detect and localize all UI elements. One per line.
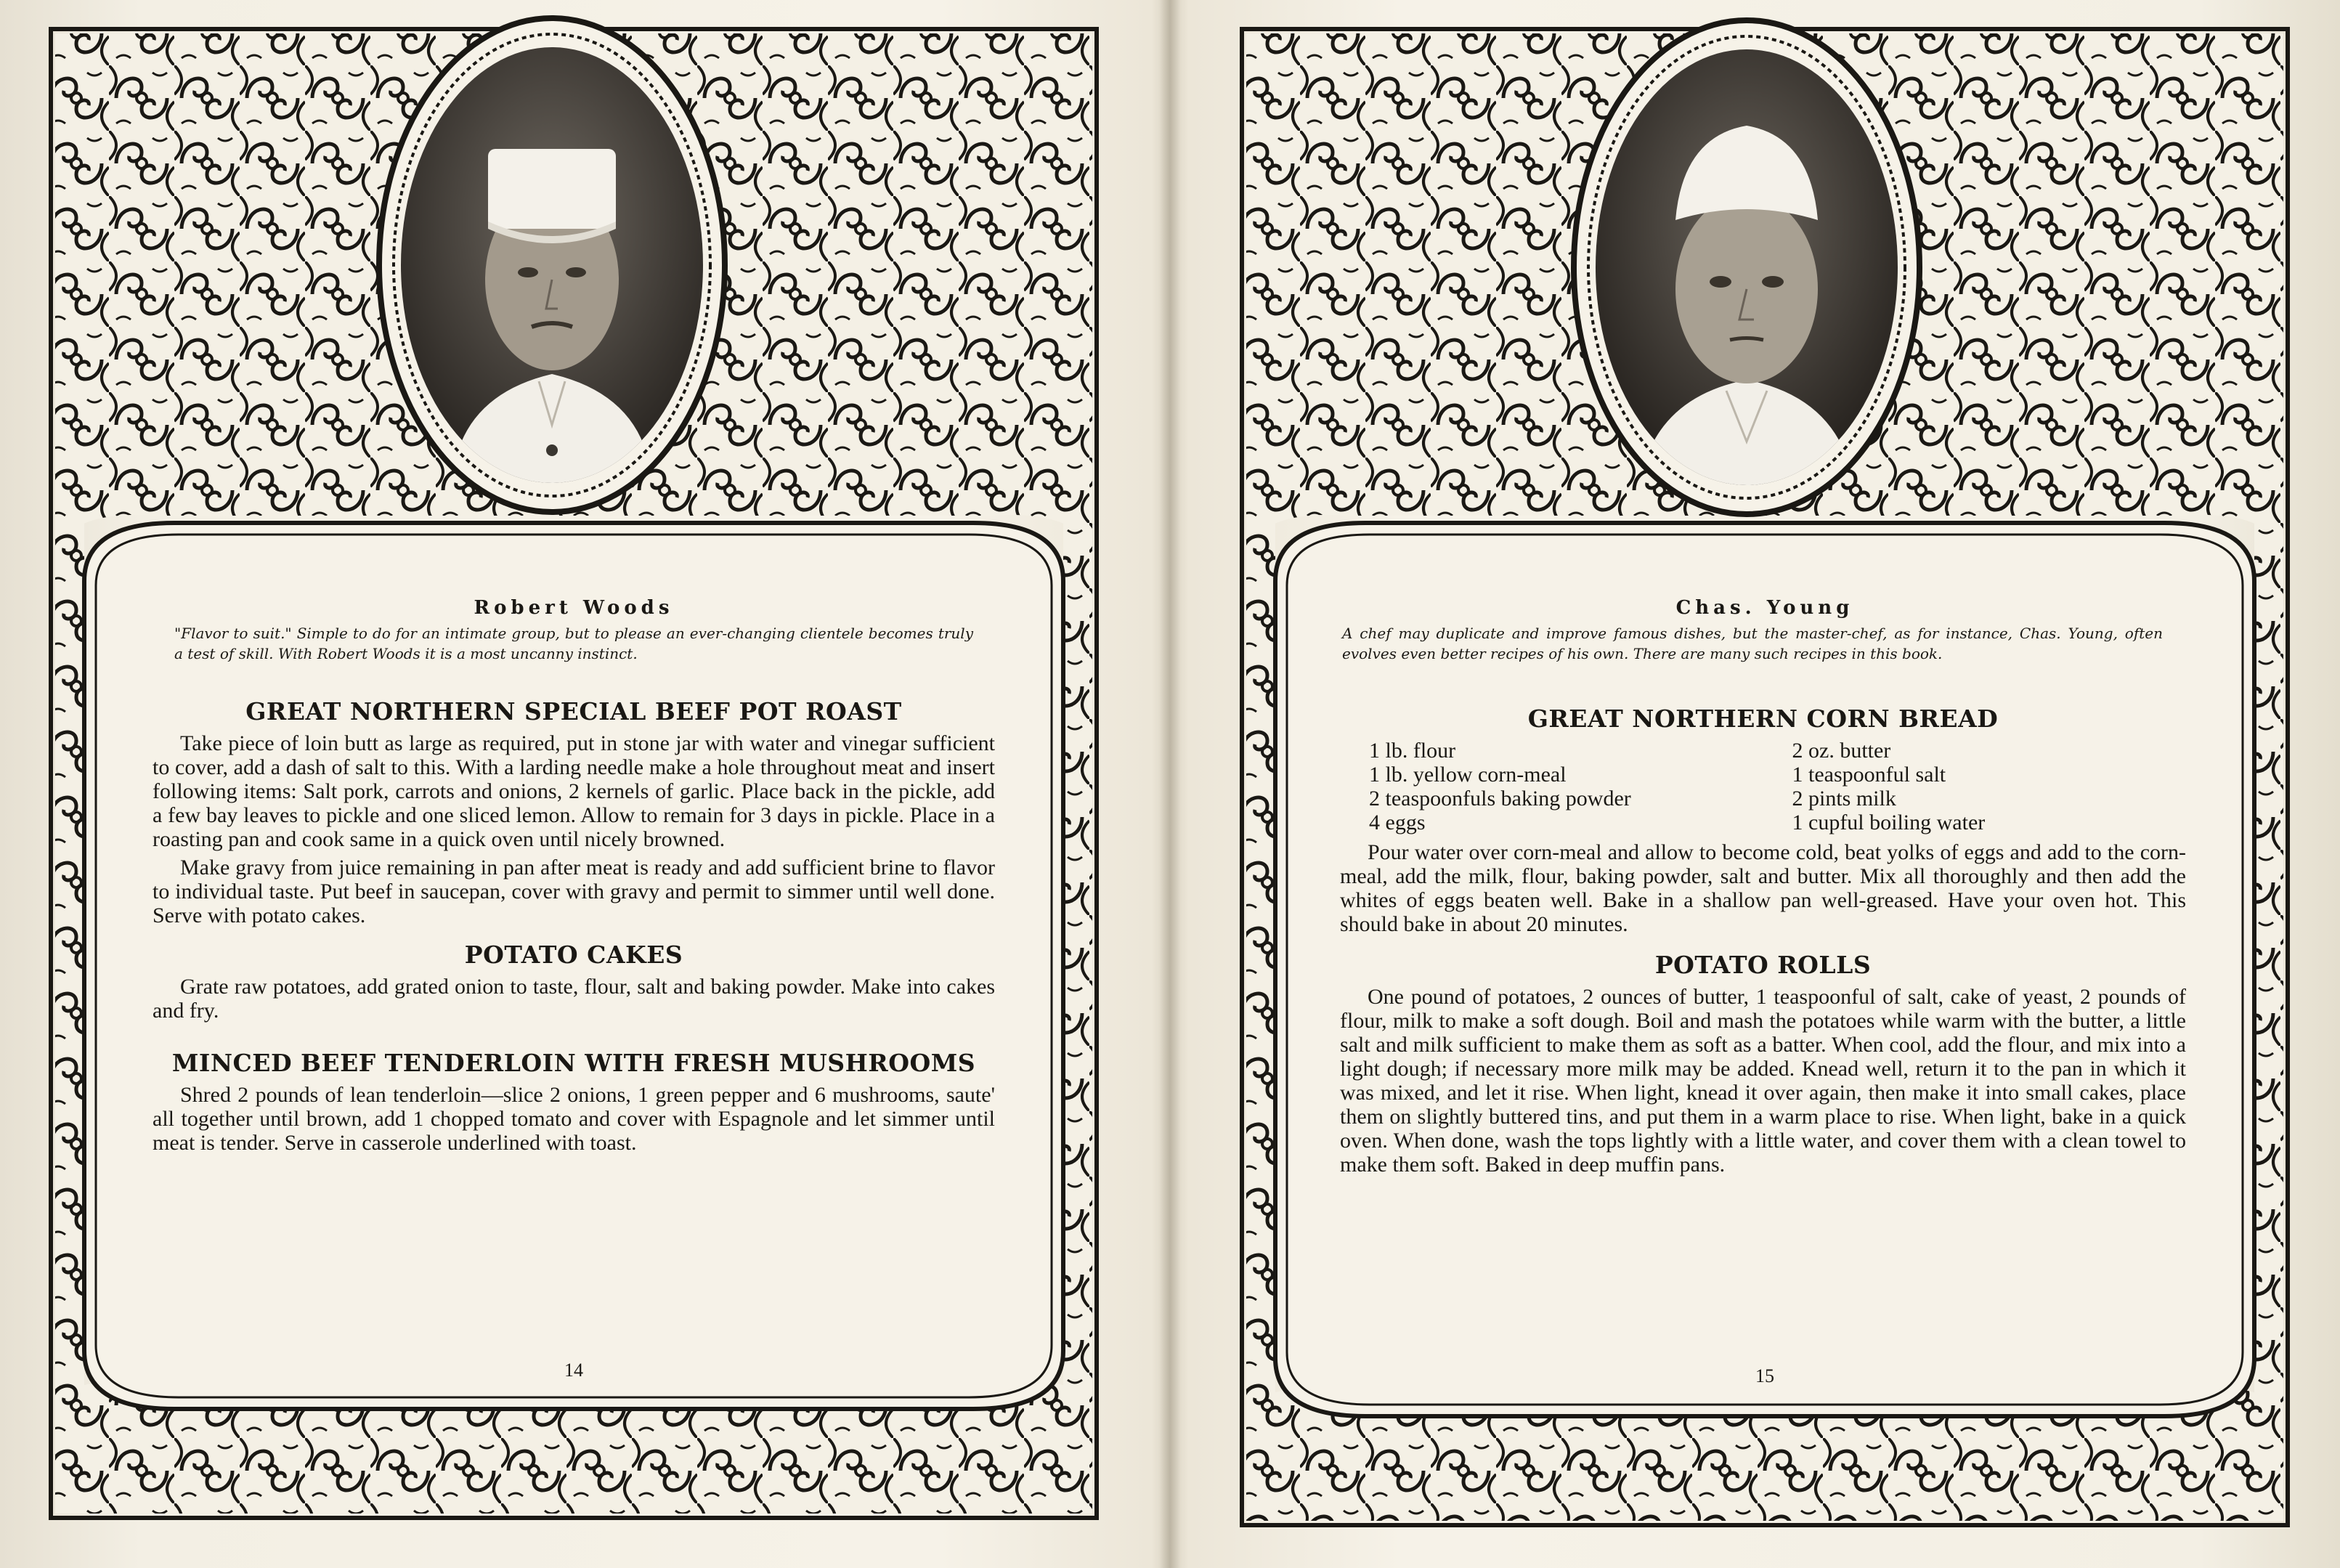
- recipe-corn-bread: [1340, 704, 2186, 936]
- chef-caption: "Flavor to suit." Simple to do for an intimate group, but to please an ever-changing clientele becomes truly a test of skill. With Robert Woods it is a most uncanny instinct.: [174, 625, 973, 662]
- page-number: 14: [564, 1360, 583, 1381]
- ingredient: 1 lb. flour: [1369, 739, 1456, 763]
- recipe-paragraph: Pour water over corn-meal and allow to become cold, beat yolks of eggs and add to the corn-meal, add the milk, flour, baking powder, salt and butter. Mix all thoroughly and then add the whites of eggs beaten well. Bake in a shallow pan well-greased. Have your oven hot. This should bake in about 20 minutes.: [1340, 840, 2186, 936]
- recipe-title: MINCED BEEF TENDERLOIN WITH FRESH MUSHROOMS: [171, 1049, 976, 1077]
- chef-portrait-robert-woods: [401, 47, 703, 483]
- recipe-paragraph: One pound of potatoes, 2 ounces of butter, 1 teaspoonful of salt, cake of yeast, 2 pounds of flour, milk to make a soft dough. Boil and mash the potatoes while warm with the butter, a little salt and milk sufficient to make them as soft as a batter. When cool, add the flour, and mix into a light dough; if necessary more milk may be added. Knead well, return it to the pan in which it was mixed, and let it rise. When light, knead it over again, then make it into small cakes, place them on slightly buttered tins, and put them in a warm place to rise. When light, bake in a quick oven. When done, wash the tops lightly with a little water, and cover them with a clean towel to make them soft. Baked in deep muffin pans.: [1340, 985, 2186, 1177]
- recipe-beef-pot-roast: [153, 697, 995, 927]
- ingredient: 2 teaspoonfuls baking powder: [1369, 787, 1631, 811]
- recipe-potato-rolls: [1340, 951, 2186, 1177]
- chef-portrait-chas-young: [1596, 49, 1898, 485]
- left-page: [44, 0, 1104, 1568]
- chef-name: Chas. Young: [1675, 597, 1854, 619]
- ingredient: 2 pints milk: [1792, 787, 1896, 811]
- right-page: [1235, 0, 2295, 1568]
- page-number: 15: [1755, 1365, 1774, 1386]
- recipe-title: POTATO CAKES: [464, 941, 683, 969]
- right-recipes: [1340, 704, 2186, 1181]
- ingredient: 2 oz. butter: [1792, 739, 1891, 763]
- chef-name: Robert Woods: [474, 597, 674, 619]
- recipe-paragraph: Take piece of loin butt as large as required, put in stone jar with water and vinegar sufficient to cover, add a dash of salt to this. With a larding needle make a hole throughout meat and insert following items: Salt pork, carrots and onions, 2 kernels of garlic. Place back in the pickle, add a few bay leaves to pickle and one sliced lemon. Allow to remain for 3 days in pickle. Place in a roasting pan and cook same in a quick oven until nicely browned.: [153, 731, 995, 851]
- ingredient-column-right: [1763, 739, 2187, 834]
- ingredient: 1 cupful boiling water: [1792, 811, 1986, 834]
- recipe-paragraph: Shred 2 pounds of lean tenderloin—slice 2 onions, 1 green pepper and 6 mushrooms, saute' all together until brown, add 1 chopped tomato and cover with Espagnole and let simmer until meat is tender. Serve in casserole underlined with toast.: [153, 1083, 995, 1155]
- recipe-paragraph: Make gravy from juice remaining in pan after meat is ready and add sufficient brine to flavor to individual taste. Put beef in saucepan, cover with gravy and permit to simmer until well done. Serve with potato cakes.: [153, 856, 995, 927]
- ingredient: 4 eggs: [1369, 811, 1426, 834]
- ingredient: 1 lb. yellow corn-meal: [1369, 763, 1567, 787]
- book-gutter: [1159, 0, 1181, 1568]
- recipe-paragraph: Grate raw potatoes, add grated onion to taste, flour, salt and baking powder. Make into cakes and fry.: [153, 975, 995, 1023]
- recipe-minced-beef: [153, 1049, 995, 1155]
- ingredient-list: [1340, 739, 2186, 834]
- recipe-title: GREAT NORTHERN CORN BREAD: [1527, 704, 1999, 733]
- ingredient: 1 teaspoonful salt: [1792, 763, 1946, 787]
- recipe-title: POTATO ROLLS: [1654, 951, 1872, 979]
- recipe-potato-cakes: [153, 941, 995, 1023]
- chef-caption: A chef may duplicate and improve famous dishes, but the master-chef, as for instance, Chas. Young, often evolves even better recipes of his own. There are many such recipes in this book.: [1342, 625, 2163, 662]
- left-recipes: [153, 697, 995, 1159]
- recipe-title: GREAT NORTHERN SPECIAL BEEF POT ROAST: [245, 697, 902, 726]
- ingredient-column-left: [1340, 739, 1763, 834]
